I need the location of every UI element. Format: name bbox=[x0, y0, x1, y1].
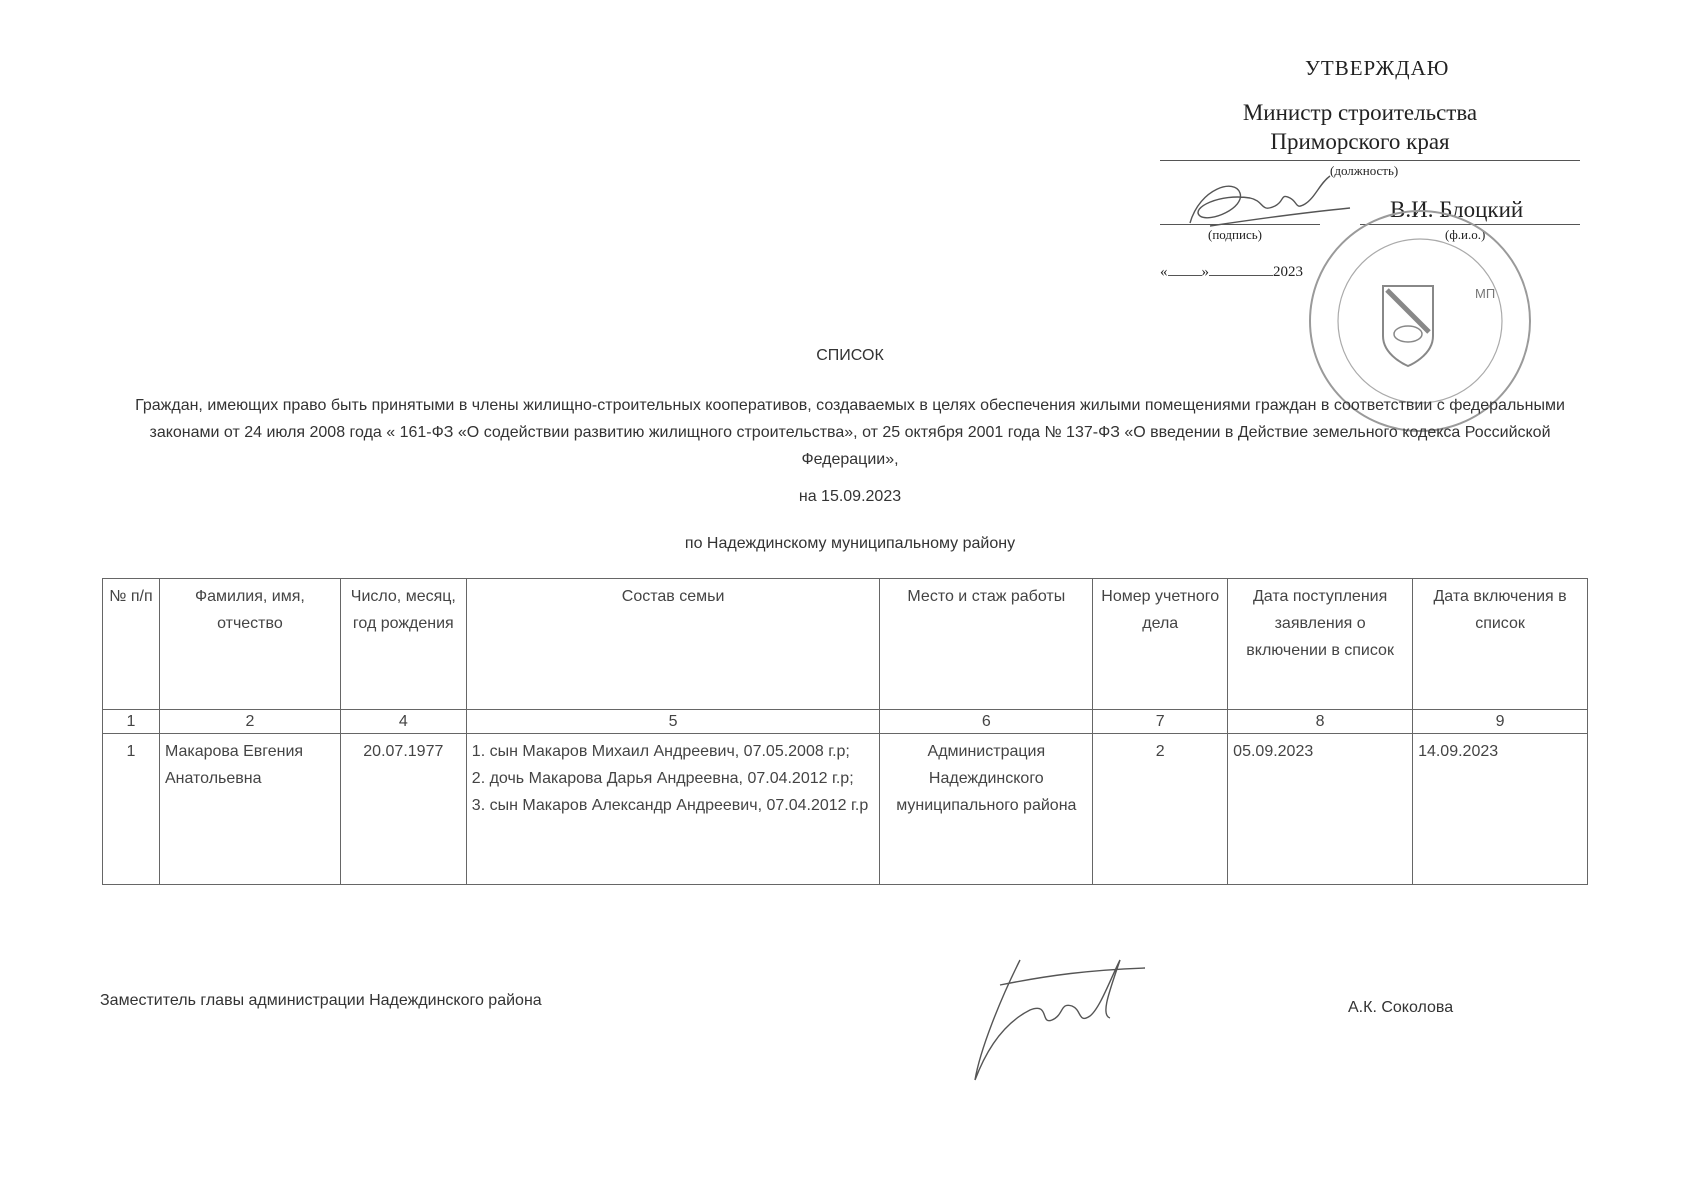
day-blank bbox=[1168, 275, 1202, 276]
document-title: СПИСОК bbox=[816, 347, 884, 364]
cell-inclusion-date: 14.09.2023 bbox=[1413, 734, 1588, 885]
column-number: 6 bbox=[880, 710, 1093, 734]
column-number: 1 bbox=[103, 710, 160, 734]
column-number: 4 bbox=[340, 710, 466, 734]
column-number: 2 bbox=[159, 710, 340, 734]
signer-signature bbox=[960, 940, 1160, 1090]
approver-position-line1: Министр строительства bbox=[1242, 100, 1478, 125]
document-district: по Надеждинскому муниципальному району bbox=[684, 535, 1016, 552]
name-caption: (ф.и.о.) bbox=[1445, 227, 1486, 242]
date-year: 2023 bbox=[1273, 264, 1303, 280]
cell-application-date: 05.09.2023 bbox=[1228, 734, 1413, 885]
approver-name: В.И. Блоцкий bbox=[1390, 197, 1524, 222]
column-number: 8 bbox=[1228, 710, 1413, 734]
approver-position bbox=[1160, 98, 1560, 156]
table-header-row bbox=[103, 579, 1588, 710]
cell-family bbox=[466, 734, 880, 885]
seal-stamp-label: МП bbox=[1475, 286, 1496, 301]
date-open-quote: « bbox=[1160, 264, 1168, 280]
date-close-quote: » bbox=[1201, 264, 1209, 280]
col-header-name: Фамилия, имя, отчество bbox=[159, 579, 340, 710]
signer-name: А.К. Соколова bbox=[1348, 999, 1454, 1016]
cell-work: Администрация Надеждинского муниципального района bbox=[880, 734, 1093, 885]
position-line bbox=[1160, 160, 1580, 161]
position-caption: (должность) bbox=[1330, 163, 1399, 178]
citizens-table bbox=[102, 578, 1588, 885]
approval-date bbox=[1160, 264, 1303, 281]
col-header-num: № п/п bbox=[103, 579, 160, 710]
table-row bbox=[103, 734, 1588, 885]
family-member: 1. сын Макаров Михаил Андреевич, 07.05.2008 г.р; bbox=[471, 743, 850, 760]
column-number: 9 bbox=[1413, 710, 1588, 734]
month-blank bbox=[1209, 275, 1273, 276]
column-number-row bbox=[103, 710, 1588, 734]
cell-name: Макарова Евгения Анатольевна bbox=[159, 734, 340, 885]
signer-position: Заместитель главы администрации Надеждинского района bbox=[100, 992, 542, 1009]
col-header-inclusion-date: Дата включения в список bbox=[1413, 579, 1588, 710]
approver-position-line2: Приморского края bbox=[1270, 129, 1450, 154]
cell-birth: 20.07.1977 bbox=[340, 734, 466, 885]
document-description: Граждан, имеющих право быть принятыми в члены жилищно-строительных кооперативов, создаваемых в целях обеспечения жилыми помещениями граждан в соответствии с федеральными законами от 24 июля 2008 года « 161-ФЗ «О содействии развитию жилищного строительства», от 25 октября 2001 года № 137-ФЗ «О введении в Действие земельного кодекса Российской Федерации», bbox=[135, 397, 1565, 468]
document-as-of-date: на 15.09.2023 bbox=[798, 488, 902, 505]
column-number: 5 bbox=[466, 710, 880, 734]
col-header-birth: Число, месяц, год рождения bbox=[340, 579, 466, 710]
signature-caption: (подпись) bbox=[1208, 227, 1262, 242]
approve-word: УТВЕРЖДАЮ bbox=[1305, 56, 1450, 80]
column-number: 7 bbox=[1093, 710, 1228, 734]
family-member: 2. дочь Макарова Дарья Андреевна, 07.04.2012 г.р; bbox=[471, 770, 854, 787]
col-header-work: Место и стаж работы bbox=[880, 579, 1093, 710]
family-member: 3. сын Макаров Александр Андреевич, 07.04.2012 г.р bbox=[471, 797, 869, 814]
col-header-application-date: Дата поступления заявления о включении в список bbox=[1228, 579, 1413, 710]
col-header-case: Номер учетного дела bbox=[1093, 579, 1228, 710]
col-header-family: Состав семьи bbox=[466, 579, 880, 710]
cell-case-number: 2 bbox=[1093, 734, 1228, 885]
cell-num: 1 bbox=[103, 734, 160, 885]
